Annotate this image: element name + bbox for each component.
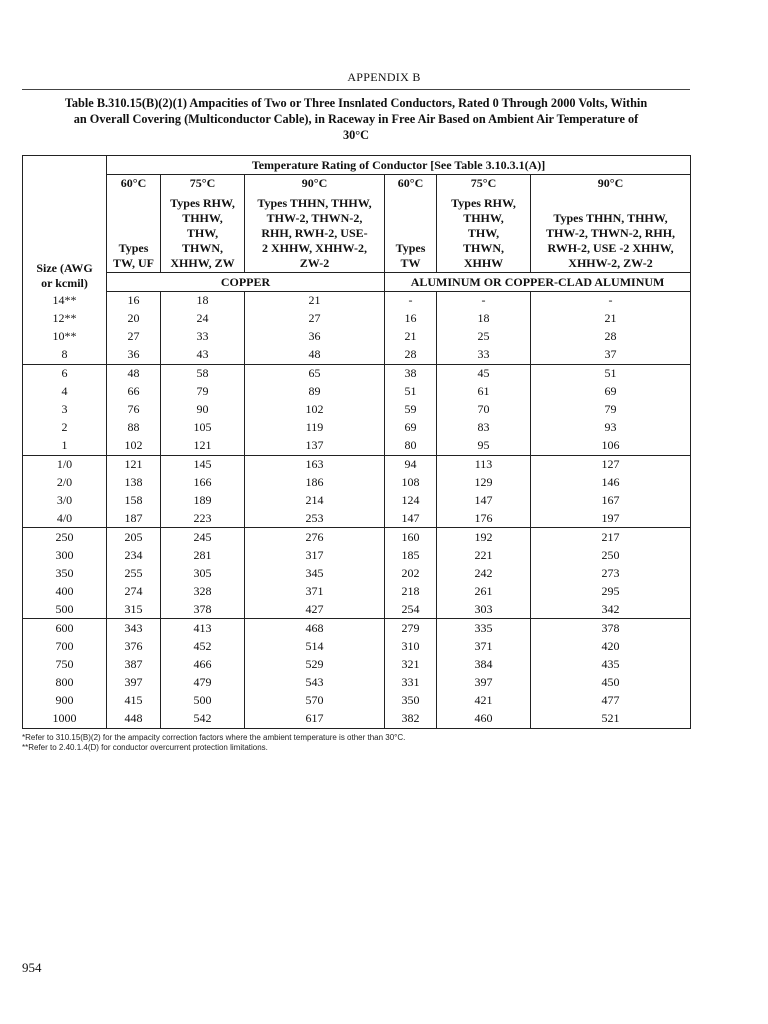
ampacity-cell: 479 <box>161 673 245 691</box>
ampacity-cell: 167 <box>531 492 691 510</box>
ampacity-cell: 448 <box>107 710 161 728</box>
ampacity-cell: 79 <box>531 401 691 419</box>
ampacity-cell: 305 <box>161 564 245 582</box>
ampacity-cell: 250 <box>531 546 691 564</box>
table-row <box>23 346 691 364</box>
type-line: THW, <box>186 226 219 240</box>
table-row <box>23 619 691 637</box>
ampacity-cell: 146 <box>531 473 691 491</box>
table-row <box>23 692 691 710</box>
types-75c-aluminum <box>437 192 531 273</box>
ampacity-cell: 36 <box>107 346 161 364</box>
table-row <box>23 437 691 455</box>
ampacity-cell: 61 <box>437 382 531 400</box>
ampacity-cell: 137 <box>245 437 385 455</box>
size-cell: 6 <box>23 364 107 382</box>
ampacity-cell: 36 <box>245 328 385 346</box>
ampacity-cell: 477 <box>531 692 691 710</box>
ampacity-cell: 89 <box>245 382 385 400</box>
types-90c-aluminum <box>531 192 691 273</box>
type-line: TW, UF <box>113 256 154 270</box>
size-cell: 700 <box>23 637 107 655</box>
ampacity-cell: 331 <box>385 673 437 691</box>
ampacity-cell: 186 <box>245 473 385 491</box>
ampacity-cell: 65 <box>245 364 385 382</box>
temp-90c-aluminum: 90°C <box>531 175 691 193</box>
ampacity-cell: 253 <box>245 510 385 528</box>
ampacity-cell: 187 <box>107 510 161 528</box>
ampacity-cell: 529 <box>245 655 385 673</box>
ampacity-cell: 543 <box>245 673 385 691</box>
ampacity-cell: 113 <box>437 455 531 473</box>
ampacity-cell: 21 <box>245 292 385 310</box>
ampacity-cell: 221 <box>437 546 531 564</box>
ampacity-cell: 102 <box>107 437 161 455</box>
temp-90c-copper: 90°C <box>245 175 385 193</box>
ampacity-cell: 69 <box>531 382 691 400</box>
size-cell: 4/0 <box>23 510 107 528</box>
ampacity-cell: 20 <box>107 310 161 328</box>
table-row <box>23 528 691 546</box>
header-rule <box>22 89 690 90</box>
ampacity-cell: 218 <box>385 583 437 601</box>
type-line: RHH, RWH-2, USE- <box>261 226 368 240</box>
size-cell: 12** <box>23 310 107 328</box>
ampacity-cell: 345 <box>245 564 385 582</box>
temp-60c-copper: 60°C <box>107 175 161 193</box>
ampacity-cell: 295 <box>531 583 691 601</box>
ampacity-cell: 421 <box>437 692 531 710</box>
size-cell: 900 <box>23 692 107 710</box>
ampacity-cell: 387 <box>107 655 161 673</box>
size-header-line: Size (AWG <box>36 260 93 275</box>
ampacity-cell: 371 <box>437 637 531 655</box>
ampacity-cell: 254 <box>385 601 437 619</box>
ampacity-cell: 58 <box>161 364 245 382</box>
ampacity-cell: 415 <box>107 692 161 710</box>
ampacity-cell: 124 <box>385 492 437 510</box>
size-cell: 10** <box>23 328 107 346</box>
ampacity-cell: 28 <box>531 328 691 346</box>
title-line: 30°C <box>342 128 370 142</box>
ampacity-cell: 93 <box>531 419 691 437</box>
ampacity-cell: 384 <box>437 655 531 673</box>
ampacity-cell: 192 <box>437 528 531 546</box>
ampacity-cell: 76 <box>107 401 161 419</box>
ampacity-cell: 33 <box>161 328 245 346</box>
ampacity-cell: 261 <box>437 583 531 601</box>
ampacity-cell: 242 <box>437 564 531 582</box>
ampacity-cell: 45 <box>437 364 531 382</box>
ampacity-cell: 18 <box>161 292 245 310</box>
ampacity-cell: 163 <box>245 455 385 473</box>
types-90c-copper <box>245 192 385 273</box>
size-column-header <box>23 156 107 292</box>
temp-75c-copper: 75°C <box>161 175 245 193</box>
ampacity-cell: 452 <box>161 637 245 655</box>
ampacity-cell: 223 <box>161 510 245 528</box>
ampacity-cell: 121 <box>161 437 245 455</box>
size-cell: 250 <box>23 528 107 546</box>
ampacity-cell: 350 <box>385 692 437 710</box>
ampacity-cell: 28 <box>385 346 437 364</box>
ampacity-cell: 145 <box>161 455 245 473</box>
type-line: Types <box>118 241 149 255</box>
ampacity-cell: 343 <box>107 619 161 637</box>
ampacity-cell: 158 <box>107 492 161 510</box>
ampacity-cell: 127 <box>531 455 691 473</box>
table-body <box>23 292 691 729</box>
ampacity-cell: 466 <box>161 655 245 673</box>
table-row <box>23 710 691 728</box>
size-cell: 4 <box>23 382 107 400</box>
type-line: 2 XHHW, XHHW-2, <box>261 241 368 255</box>
type-line: THW-2, THWN-2, RHH, <box>546 226 676 240</box>
size-cell: 1 <box>23 437 107 455</box>
ampacity-cell: 94 <box>385 455 437 473</box>
ampacity-cell: 33 <box>437 346 531 364</box>
ampacity-cell: 147 <box>437 492 531 510</box>
ampacity-cell: 108 <box>385 473 437 491</box>
table-row <box>23 564 691 582</box>
footnote-overcurrent: **Refer to 2.40.1.4(D) for conductor overcurrent protection limitations. <box>22 743 268 752</box>
ampacity-cell: 310 <box>385 637 437 655</box>
ampacity-cell: 542 <box>161 710 245 728</box>
copper-group-label: COPPER <box>107 273 385 292</box>
ampacity-cell: 342 <box>531 601 691 619</box>
type-line: TW <box>400 256 421 270</box>
ampacity-cell: 88 <box>107 419 161 437</box>
ampacity-cell: 18 <box>437 310 531 328</box>
ampacity-cell: 514 <box>245 637 385 655</box>
type-line: ZW-2 <box>299 256 330 270</box>
ampacity-cell: 83 <box>437 419 531 437</box>
ampacity-cell: 25 <box>437 328 531 346</box>
type-line: Types THHN, THHW, <box>257 196 372 210</box>
type-line: RWH-2, USE -2 XHHW, <box>547 241 674 255</box>
ampacity-cell: 48 <box>107 364 161 382</box>
ampacity-cell: 79 <box>161 382 245 400</box>
size-cell: 300 <box>23 546 107 564</box>
ampacity-cell: 321 <box>385 655 437 673</box>
ampacity-cell: 450 <box>531 673 691 691</box>
ampacity-cell: 382 <box>385 710 437 728</box>
ampacity-cell: 69 <box>385 419 437 437</box>
ampacity-cell: 160 <box>385 528 437 546</box>
ampacity-cell: 460 <box>437 710 531 728</box>
ampacity-cell: 214 <box>245 492 385 510</box>
ampacity-cell: 43 <box>161 346 245 364</box>
page-number: 954 <box>22 960 42 975</box>
ampacity-cell: 427 <box>245 601 385 619</box>
ampacity-cell: 16 <box>385 310 437 328</box>
table-row <box>23 455 691 473</box>
ampacity-cell: 413 <box>161 619 245 637</box>
ampacity-cell: 166 <box>161 473 245 491</box>
ampacity-cell: 66 <box>107 382 161 400</box>
type-line: THW-2, THWN-2, <box>266 211 363 225</box>
type-line: THW, <box>467 226 500 240</box>
ampacity-cell: 335 <box>437 619 531 637</box>
size-header-line: or kcmil) <box>41 275 88 290</box>
table-row <box>23 473 691 491</box>
ampacity-cell: 70 <box>437 401 531 419</box>
ampacity-cell: 48 <box>245 346 385 364</box>
table-row <box>23 382 691 400</box>
ampacity-cell: 138 <box>107 473 161 491</box>
type-line: XHHW-2, ZW-2 <box>568 256 653 270</box>
table-row <box>23 510 691 528</box>
table-row <box>23 492 691 510</box>
ampacity-cell: 27 <box>107 328 161 346</box>
ampacity-cell: 176 <box>437 510 531 528</box>
ampacity-cell: 397 <box>107 673 161 691</box>
ampacity-cell: 617 <box>245 710 385 728</box>
ampacity-cell: 276 <box>245 528 385 546</box>
temperature-rating-header: Temperature Rating of Conductor [See Table 3.10.3.1(A)] <box>107 156 691 175</box>
size-cell: 800 <box>23 673 107 691</box>
ampacity-cell: 317 <box>245 546 385 564</box>
ampacity-cell: 500 <box>161 692 245 710</box>
ampacity-cell: 281 <box>161 546 245 564</box>
size-cell: 8 <box>23 346 107 364</box>
type-line: XHHW, ZW <box>170 256 235 270</box>
ampacity-cell: - <box>385 292 437 310</box>
ampacity-cell: 189 <box>161 492 245 510</box>
ampacity-cell: 378 <box>531 619 691 637</box>
ampacity-cell: 185 <box>385 546 437 564</box>
ampacity-cell: 16 <box>107 292 161 310</box>
type-line: Types RHW, <box>451 196 516 210</box>
size-cell: 500 <box>23 601 107 619</box>
table-row <box>23 601 691 619</box>
ampacity-cell: 570 <box>245 692 385 710</box>
size-cell: 750 <box>23 655 107 673</box>
ampacity-cell: 315 <box>107 601 161 619</box>
size-cell: 1/0 <box>23 455 107 473</box>
ampacity-cell: 371 <box>245 583 385 601</box>
ampacity-cell: 468 <box>245 619 385 637</box>
ampacity-cell: 105 <box>161 419 245 437</box>
ampacity-cell: 274 <box>107 583 161 601</box>
ampacity-cell: 245 <box>161 528 245 546</box>
ampacity-cell: 328 <box>161 583 245 601</box>
appendix-heading: APPENDIX B <box>347 70 421 84</box>
ampacity-cell: 202 <box>385 564 437 582</box>
ampacity-cell: 255 <box>107 564 161 582</box>
ampacity-cell: 37 <box>531 346 691 364</box>
ampacity-cell: 129 <box>437 473 531 491</box>
ampacity-cell: 205 <box>107 528 161 546</box>
ampacity-cell: 27 <box>245 310 385 328</box>
footnote-correction: *Refer to 310.15(B)(2) for the ampacity correction factors where the ambient temperature is other than 30°C. <box>22 733 406 742</box>
ampacity-cell: 21 <box>531 310 691 328</box>
temp-60c-aluminum: 60°C <box>385 175 437 193</box>
title-line: Table B.310.15(B)(2)(1) Ampacities of Two or Three Insnlated Conductors, Rated 0 Through 2000 Volts, Within <box>64 96 648 110</box>
ampacity-cell: 119 <box>245 419 385 437</box>
ampacity-cell: 121 <box>107 455 161 473</box>
ampacity-cell: 303 <box>437 601 531 619</box>
table-row <box>23 637 691 655</box>
size-cell: 3 <box>23 401 107 419</box>
table-row <box>23 364 691 382</box>
size-cell: 1000 <box>23 710 107 728</box>
table-row <box>23 292 691 310</box>
ampacity-cell: 420 <box>531 637 691 655</box>
ampacity-cell: 376 <box>107 637 161 655</box>
types-75c-copper <box>161 192 245 273</box>
ampacity-cell: 38 <box>385 364 437 382</box>
ampacity-cell: 273 <box>531 564 691 582</box>
type-line: Types <box>395 241 426 255</box>
ampacity-cell: 435 <box>531 655 691 673</box>
table-row <box>23 419 691 437</box>
ampacity-cell: 59 <box>385 401 437 419</box>
table-row <box>23 673 691 691</box>
ampacity-cell: 80 <box>385 437 437 455</box>
type-line: Types THHN, THHW, <box>553 211 668 225</box>
type-line: XHHW <box>463 256 504 270</box>
title-line: an Overall Covering (Multiconductor Cable), in Raceway in Free Air Based on Ambient Air Temperature of <box>73 112 639 126</box>
table-row <box>23 546 691 564</box>
ampacity-cell: 147 <box>385 510 437 528</box>
table-row <box>23 310 691 328</box>
size-cell: 2/0 <box>23 473 107 491</box>
size-cell: 14** <box>23 292 107 310</box>
table-row <box>23 655 691 673</box>
ampacity-cell: 378 <box>161 601 245 619</box>
ampacity-cell: 90 <box>161 401 245 419</box>
ampacity-cell: 279 <box>385 619 437 637</box>
size-cell: 400 <box>23 583 107 601</box>
ampacity-cell: 234 <box>107 546 161 564</box>
ampacity-cell: 51 <box>531 364 691 382</box>
size-cell: 2 <box>23 419 107 437</box>
temp-75c-aluminum: 75°C <box>437 175 531 193</box>
ampacity-cell: - <box>437 292 531 310</box>
ampacity-cell: 397 <box>437 673 531 691</box>
ampacity-cell: 51 <box>385 382 437 400</box>
type-line: THWN, <box>181 241 223 255</box>
type-line: Types RHW, <box>170 196 235 210</box>
ampacity-cell: - <box>531 292 691 310</box>
table-row <box>23 401 691 419</box>
type-line: THHW, <box>463 211 504 225</box>
table-row <box>23 328 691 346</box>
size-cell: 600 <box>23 619 107 637</box>
ampacity-cell: 217 <box>531 528 691 546</box>
size-cell: 3/0 <box>23 492 107 510</box>
size-cell: 350 <box>23 564 107 582</box>
ampacity-cell: 521 <box>531 710 691 728</box>
ampacity-cell: 102 <box>245 401 385 419</box>
types-60c-copper <box>107 192 161 273</box>
table-row <box>23 583 691 601</box>
ampacity-cell: 24 <box>161 310 245 328</box>
ampacity-table <box>22 155 691 729</box>
aluminum-group-label: ALUMINUM OR COPPER-CLAD ALUMINUM <box>385 273 691 292</box>
ampacity-cell: 197 <box>531 510 691 528</box>
type-line: THHW, <box>182 211 223 225</box>
type-line: THWN, <box>462 241 504 255</box>
ampacity-cell: 21 <box>385 328 437 346</box>
types-60c-aluminum <box>385 192 437 273</box>
ampacity-cell: 106 <box>531 437 691 455</box>
table-title <box>22 95 690 143</box>
ampacity-cell: 95 <box>437 437 531 455</box>
